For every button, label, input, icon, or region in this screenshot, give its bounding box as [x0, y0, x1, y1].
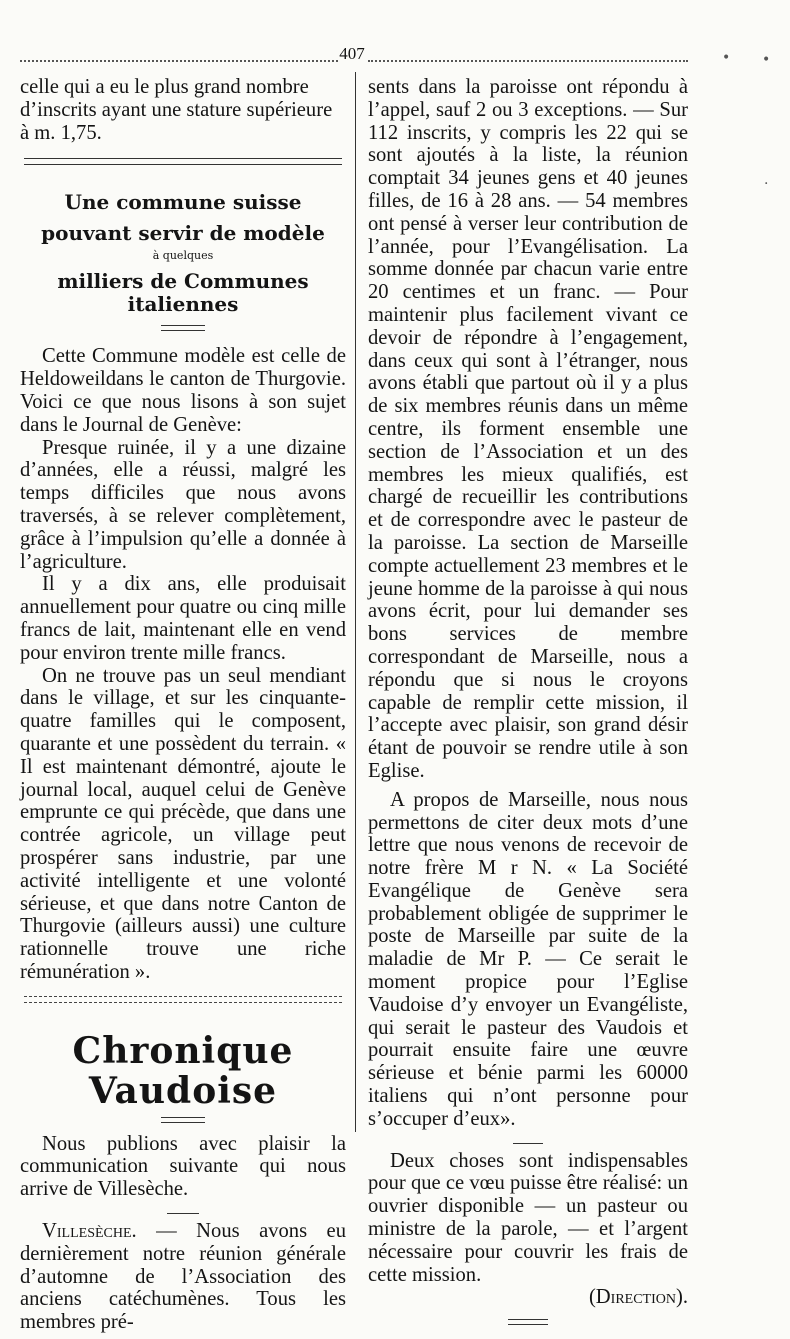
header-rule-right [368, 60, 688, 62]
article-heading-line3: milliers de Communes italiennes [57, 268, 309, 316]
header-rule-left [20, 60, 338, 62]
print-mark: · [764, 176, 769, 192]
left-column [20, 76, 346, 1334]
villeseche-paragraph [20, 1220, 346, 1334]
article-paragraph: A propos de Marseille, nous nous permettons de citer deux mots d’une lettre que nous venons de recevoir de notre frère M r N. « La Société Evangélique de Genève sera probablement obligée de supprimer le poste de Marseille par suite de la maladie de Mr P. — Ce serait le moment propice pour l’Eglise Vaudoise d’y envoyer un Evangéliste, qui serait le pasteur des Vaudois et pourrait ensuite faire une œuvre sérieuse et bénie parmi les 60000 italiens qui n’ont personne pour s’occuper d’eux». [368, 788, 688, 1130]
article-paragraph: Deux choses sont indispensables pour que ce vœu puisse être réalisé: un ouvrier disponible — un pasteur ou ministre de la parole, — et l’argent nécessaire pour couvrir les frais de cette mission. [368, 1149, 688, 1286]
right-column [368, 76, 688, 1339]
section-separator [24, 996, 342, 1003]
section-separator [24, 158, 342, 165]
title-rule [161, 1117, 205, 1123]
end-rule [508, 1319, 548, 1325]
villeseche-text: — Nous avons eu dernièrement notre réunion générale d’automne de l’Association des anciens catéchumènes. Tous les membres pré- [20, 1220, 346, 1334]
heading-rule [161, 325, 205, 331]
dash-rule [167, 1213, 199, 1214]
villeseche-label: Villesèche. [42, 1220, 137, 1243]
article-paragraph: Presque ruinée, il y a une dizaine d’années, elle a réussi, malgré les temps difficiles que nous avons traversés, à se relever complètement, grâce à l’impulsion qu’elle a donnée à l’agriculture. [20, 436, 346, 573]
article-heading-small: à quelques [152, 248, 214, 262]
article-heading-line1: Une commune suisse [64, 190, 302, 215]
page-number: 407 [339, 44, 365, 63]
article-heading-line2: pouvant servir de modèle [41, 221, 325, 246]
signature: (Direction). [588, 1286, 688, 1309]
print-mark: • [762, 52, 771, 68]
article-paragraph: On ne trouve pas un seul mendiant dans le village, et sur les cinquante-quatre familles qui le composent, quarante et une possèdent du terrain. « Il est maintenant démontré, ajoute le journal local, auquel celui de Genève emprunte ce qui précède, que dans une contrée agricole, un village peut prospérer sans industrie, par une activité intelligente et une volonté sérieuse, et que dans notre Canton de Thurgovie (ailleurs aussi) une culture rationnelle trouve une riche rémunération ». [20, 664, 346, 983]
article-paragraph: Cette Commune modèle est celle de Heldoweildans le canton de Thurgovie. Voici ce que nous lisons à son sujet dans le Journal de Genève: [20, 345, 346, 436]
intro-line: à m. 1,75. [20, 121, 102, 144]
dash-rule [513, 1143, 543, 1144]
section-title: Chronique Vaudoise [72, 1029, 294, 1112]
intro-line: d’inscrits ayant une stature supérieure [20, 98, 333, 121]
article-paragraph: sents dans la paroisse ont répondu à l’appel, sauf 2 ou 3 exceptions. — Sur 112 inscrits, y compris les 22 qui se sont ajoutés à la liste, la réunion comptait 34 jeunes gens et 40 jeunes filles, de 16 à 28 ans. — 54 membres ont pensé à verser leur contribution de l’année, pour l’Evangélisation. La somme donnée par chacun varie entre 20 centimes et un franc. — Pour maintenir plus facilement vivant ce devoir de répondre à l’engagement, dans ceux qui sont à l’étranger, nous avons établi que partout où il y a plus de six membres réunis dans un même centre, ils forment ensemble une section de l’Association et un des membres les mieux qualifiés, est chargé de recueillir les contributions et de correspondre avec le pasteur de la paroisse. La section de Marseille compte actuellement 23 membres et le jeune homme de la paroisse à qui nous avons écrit, pour lui demander ses bons services de membre correspondant de Marseille, nous a répondu que si nous le croyons capable de remplir cette mission, il l’accepte avec plaisir, son grand désir étant de pouvoir se rendre utile à son Eglise. [368, 76, 688, 782]
print-mark: • [722, 50, 731, 66]
article-paragraph: Il y a dix ans, elle produisait annuellement pour quatre ou cinq mille francs de lait, maintenant elle en vend pour environ trente mille francs. [20, 573, 346, 664]
column-divider [355, 72, 356, 1132]
chronique-intro: Nous publions avec plaisir la communication suivante qui nous arrive de Villesèche. [20, 1132, 346, 1201]
intro-line: celle qui a eu le plus grand nombre [20, 76, 309, 98]
